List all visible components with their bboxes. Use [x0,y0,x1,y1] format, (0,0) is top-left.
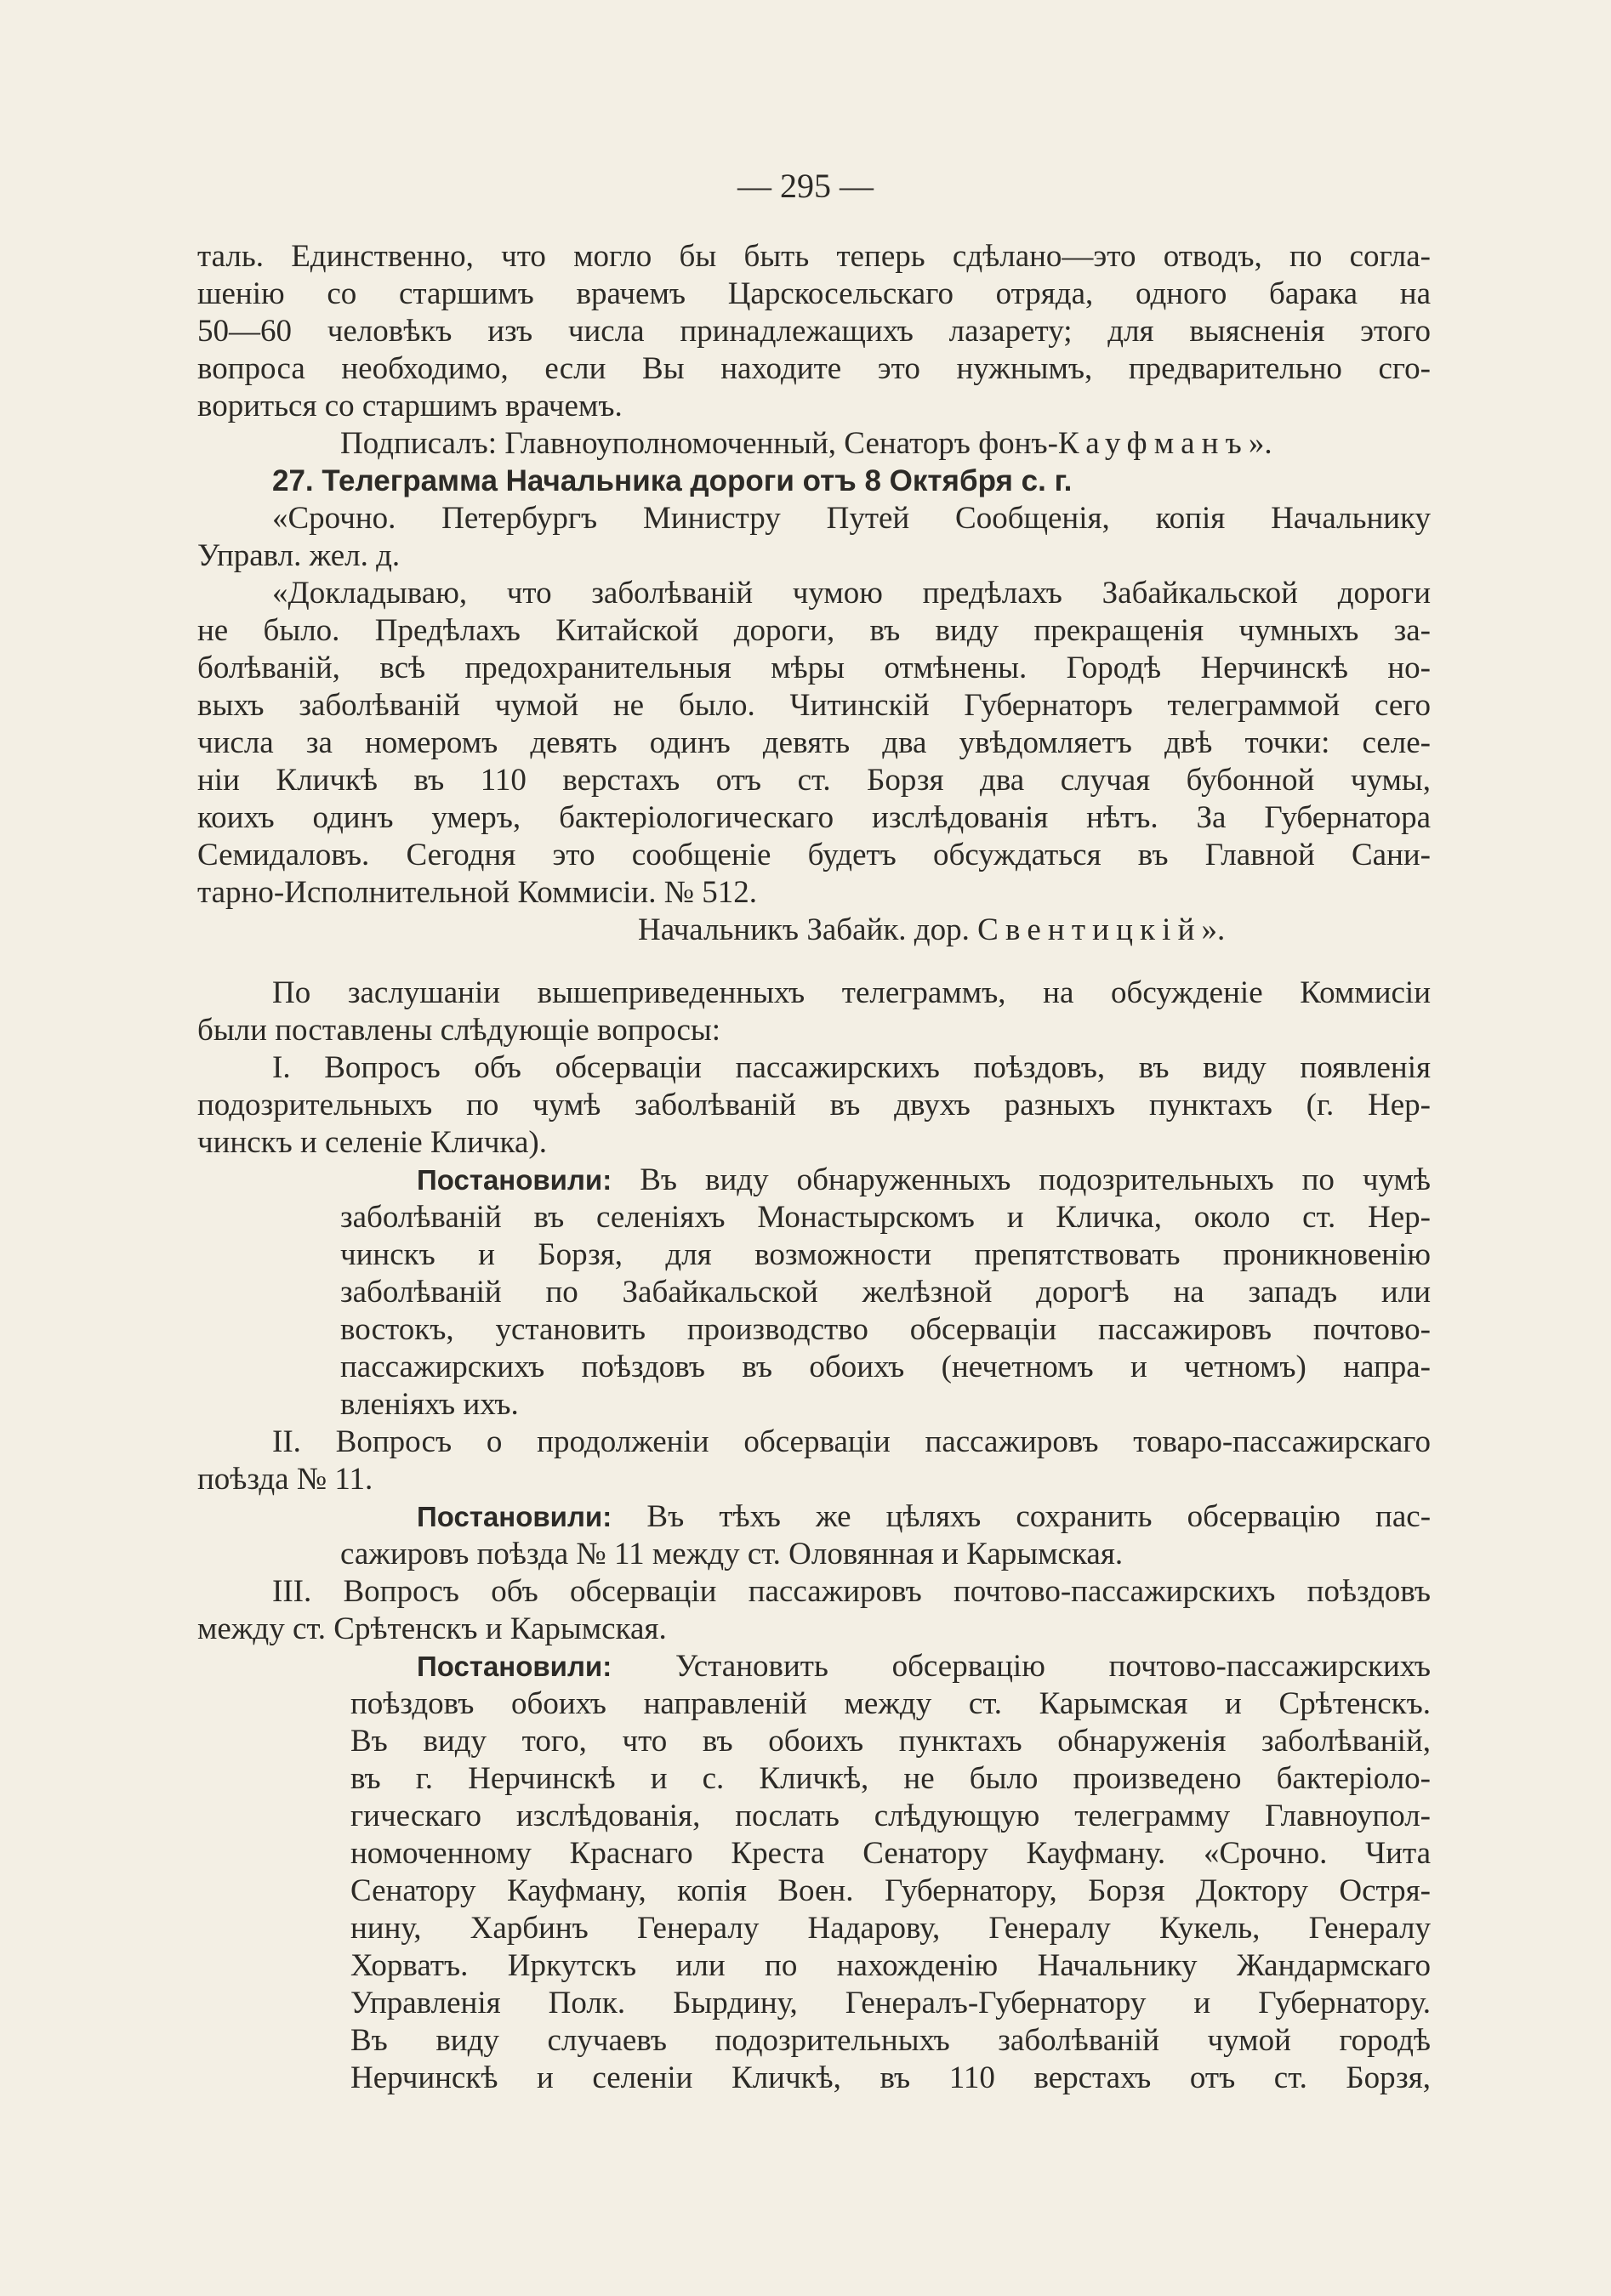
text-line: таль. Единственно, что могло бы быть теперь сдѣлано—это отводъ, по согла- [197,239,1431,274]
signature-suffix: ». [1248,426,1272,461]
text-line: чинскъ и Борзя, для возможности препятствовать проникновенію [340,1237,1431,1272]
text-line: Управленія Полк. Бырдину, Генералъ-Губернатору и Губернатору. [350,1986,1431,2020]
text-line: вориться со старшимъ врачемъ. [197,389,623,423]
resolution-label: Постановили: [417,1651,612,1682]
text-line: тарно-Исполнительной Коммисіи. № 512. [197,875,758,910]
resolution-first-line [417,1498,1431,1536]
text-line: поѣздовъ обоихъ направленій между ст. Карымская и Срѣтенскъ. [350,1686,1431,1721]
resolution-label: Постановили: [417,1501,612,1532]
text-line: вленіяхъ ихъ. [340,1387,519,1422]
text-line: поѣзда № 11. [197,1462,373,1497]
text-line: были поставлены слѣдующіе вопросы: [197,1013,721,1048]
text-line: «Докладываю, что заболѣваній чумою предѣлахъ Забайкальской дороги [272,576,1431,611]
signature-suffix: ». [1201,912,1226,947]
text-line: пассажирскихъ поѣздовъ въ обоихъ (нечетномъ и четномъ) напра- [340,1350,1431,1384]
text-line: I. Вопросъ объ обсерваціи пассажирскихъ поѣздовъ, въ виду появленія [272,1050,1431,1085]
signature-line [340,425,1272,463]
signature-prefix: Начальникъ Забайк. дор. [638,912,978,947]
text-line: По заслушаніи вышеприведенныхъ телеграммъ, на обсужденіе Коммисіи [272,975,1431,1010]
text-line: между ст. Срѣтенскъ и Карымская. [197,1611,667,1646]
text-line: Сенатору Кауфману, копія Воен. Губернатору, Борзя Доктору Остря- [350,1873,1431,1908]
resolution-first-line [417,1162,1431,1199]
text-line: гическаго изслѣдованія, послать слѣдующую телеграмму Главноупол- [350,1799,1431,1833]
page-number: — 295 — [737,167,874,205]
text-line: ніи Кличкѣ въ 110 верстахъ отъ ст. Борзя два случая бубонной чумы, [197,763,1431,798]
signature-line [638,912,1225,949]
resolution-label: Постановили: [417,1164,612,1196]
text-line: востокъ, установить производство обсерваціи пассажировъ почтово- [340,1312,1431,1347]
text-line: 50—60 человѣкъ изъ числа принадлежащихъ лазарету; для выясненія этого [197,314,1431,349]
text-line: Нерчинскѣ и селеніи Кличкѣ, въ 110 верстахъ отъ ст. Борзя, [350,2060,1431,2095]
text-line: числа за номеромъ девять одинъ девять два увѣдомляетъ двѣ точки: селе- [197,725,1431,760]
text-line: шенію со старшимъ врачемъ Царскосельскаго отряда, одного барака на [197,276,1431,311]
text-line: нину, Харбинъ Генералу Надарову, Генералу Кукель, Генералу [350,1911,1431,1946]
text-line: Въ виду случаевъ подозрительныхъ заболѣваній чумой городѣ [350,2023,1431,2058]
text-line: Хорватъ. Иркутскъ или по нахожденію Начальнику Жандармскаго [350,1948,1431,1983]
text-line: Въ виду того, что въ обоихъ пунктахъ обнаруженія заболѣваній, [350,1724,1431,1759]
text-line: заболѣваній по Забайкальской желѣзной дорогѣ на западъ или [340,1275,1431,1310]
text-line: чинскъ и селеніе Кличка). [197,1125,547,1160]
signature-prefix: Подписалъ: Главноуполномоченный, Сенаторъ фонъ- [340,426,1058,461]
resolution-text: Въ тѣхъ же цѣляхъ сохранить обсервацію пас- [646,1499,1432,1534]
resolution-first-line [417,1648,1431,1685]
text-line: III. Вопросъ объ обсерваціи пассажировъ почтово-пассажирскихъ поѣздовъ [272,1574,1431,1609]
text-line: II. Вопросъ о продолженіи обсерваціи пассажировъ товаро-пассажирскаго [272,1424,1431,1459]
text-line: вопроса необходимо, если Вы находите это нужнымъ, предварительно сго- [197,351,1431,386]
text-line: коихъ одинъ умеръ, бактеріологическаго изслѣдованія нѣтъ. За Губернатора [197,800,1431,835]
text-line: заболѣваній въ селеніяхъ Монастырскомъ и Кличка, около ст. Нер- [340,1200,1431,1235]
text-line: болѣваній, всѣ предохранительныя мѣры отмѣнены. Городѣ Нерчинскѣ но- [197,651,1431,685]
text-line: Семидаловъ. Сегодня это сообщеніе будетъ обсуждаться въ Главной Сани- [197,838,1431,872]
text-line: «Срочно. Петербургъ Министру Путей Сообщенія, копія Начальнику [272,501,1431,536]
text-line: Управл. жел. д. [197,538,401,573]
signature-name: Кауфманъ [1057,426,1249,461]
signature-name: Свентицкій [977,912,1202,947]
resolution-text: Установить обсервацію почтово-пассажирскихъ [675,1649,1431,1684]
text-line: не было. Предѣлахъ Китайской дороги, въ виду прекращенія чумныхъ за- [197,613,1431,648]
text-line: въ г. Нерчинскѣ и с. Кличкѣ, не было произведено бактеріоло- [350,1761,1431,1796]
resolution-text: Въ виду обнаруженныхъ подозрительныхъ по чумѣ [640,1162,1431,1197]
text-line: сажировъ поѣзда № 11 между ст. Оловянная и Карымская. [340,1537,1124,1571]
text-line: подозрительныхъ по чумѣ заболѣваній въ двухъ разныхъ пунктахъ (г. Нер- [197,1088,1431,1122]
text-line: выхъ заболѣваній чумой не было. Читинскій Губернаторъ телеграммой сего [197,688,1431,723]
section-heading: 27. Телеграмма Начальника дороги отъ 8 Октября с. г. [272,464,1073,497]
text-line: номоченному Краснаго Креста Сенатору Кауфману. «Срочно. Чита [350,1836,1431,1871]
